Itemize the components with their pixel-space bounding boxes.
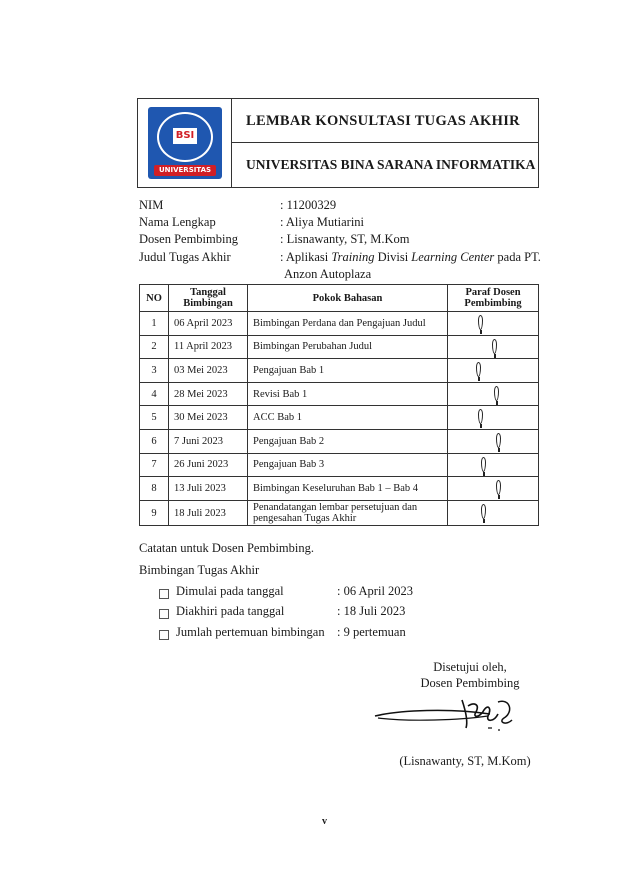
signature-mark [478, 409, 483, 424]
row-topic: Penandatangan lembar persetujuan dan pengesahan Tugas Akhir [248, 500, 448, 526]
header-no: NO [140, 285, 169, 312]
checkbox [159, 609, 169, 619]
row-number: 2 [140, 335, 169, 359]
page-number: v [322, 816, 327, 827]
document-title: LEMBAR KONSULTASI TUGAS AKHIR [231, 99, 538, 143]
nim-label: NIM [139, 198, 164, 212]
table-row [140, 312, 539, 336]
name-value: : Aliya Mutiarini [280, 215, 365, 229]
consultation-table [139, 284, 539, 526]
signature-cell [448, 429, 539, 453]
advisor-signature [370, 692, 530, 742]
row-topic: ACC Bab 1 [248, 406, 448, 430]
advisor-label: Dosen Pembimbing [139, 232, 238, 246]
end-date-label: Diakhiri pada tanggal [176, 604, 285, 618]
row-number: 1 [140, 312, 169, 336]
row-topic: Bimbingan Perdana dan Pengajuan Judul [248, 312, 448, 336]
row-topic: Pengajuan Bab 3 [248, 453, 448, 477]
signature-mark [481, 504, 486, 519]
approver-role: Dosen Pembimbing [420, 676, 520, 690]
signature-cell [448, 335, 539, 359]
row-number: 4 [140, 382, 169, 406]
logo-mark: BSI [173, 128, 197, 144]
table-row [140, 477, 539, 501]
row-date: 06 April 2023 [169, 312, 248, 336]
start-date-label: Dimulai pada tanggal [176, 584, 284, 598]
signature-cell [448, 406, 539, 430]
approver-name: (Lisnawanty, ST, M.Kom) [399, 754, 531, 768]
row-topic: Bimbingan Perubahan Judul [248, 335, 448, 359]
signature-cell [448, 359, 539, 383]
thesis-title-value: : Aplikasi Training Divisi Learning Center pada PT. [280, 250, 541, 264]
signature-mark [476, 362, 481, 377]
row-number: 8 [140, 477, 169, 501]
start-date-value: : 06 April 2023 [337, 584, 414, 598]
signature-cell [448, 453, 539, 477]
row-date: 26 Juni 2023 [169, 453, 248, 477]
table-row [140, 359, 539, 383]
table-row [140, 429, 539, 453]
university-logo [148, 107, 222, 179]
signature-mark [492, 339, 497, 354]
row-number: 5 [140, 406, 169, 430]
header-signature: Paraf Dosen Pembimbing [448, 285, 539, 312]
table-row [140, 453, 539, 477]
university-name: UNIVERSITAS BINA SARANA INFORMATIKA [246, 157, 536, 172]
table-row [140, 382, 539, 406]
row-topic: Revisi Bab 1 [248, 382, 448, 406]
signature-mark [496, 433, 501, 448]
row-date: 30 Mei 2023 [169, 406, 248, 430]
logo-badge: UNIVERSITAS [154, 165, 216, 176]
row-date: 13 Juli 2023 [169, 477, 248, 501]
signature-cell [448, 312, 539, 336]
signature-cell [448, 500, 539, 526]
advisor-value: : Lisnawanty, ST, M.Kom [280, 232, 410, 246]
meeting-count-value: : 9 pertemuan [337, 625, 406, 639]
row-date: 18 Juli 2023 [169, 500, 248, 526]
row-topic: Pengajuan Bab 2 [248, 429, 448, 453]
row-number: 7 [140, 453, 169, 477]
signature-mark [481, 457, 486, 472]
signature-mark [494, 386, 499, 401]
table-row [140, 335, 539, 359]
checkbox [159, 630, 169, 640]
table-row [140, 500, 539, 526]
table-row [140, 406, 539, 430]
name-label: Nama Lengkap [139, 215, 216, 229]
row-date: 7 Juni 2023 [169, 429, 248, 453]
signature-cell [448, 382, 539, 406]
guidance-section-title: Bimbingan Tugas Akhir [139, 563, 260, 577]
signature-mark [496, 480, 501, 495]
checkbox [159, 589, 169, 599]
row-topic: Bimbingan Keseluruhan Bab 1 – Bab 4 [248, 477, 448, 501]
row-date: 28 Mei 2023 [169, 382, 248, 406]
nim-value: : 11200329 [280, 198, 337, 212]
document-header [137, 98, 539, 188]
end-date-value: : 18 Juli 2023 [337, 604, 406, 618]
thesis-title-label: Judul Tugas Akhir [139, 250, 231, 264]
row-number: 3 [140, 359, 169, 383]
logo-cell [138, 99, 232, 187]
advisor-note-title: Catatan untuk Dosen Pembimbing. [139, 541, 314, 555]
table-header-row [140, 285, 539, 312]
meeting-count-label: Jumlah pertemuan bimbingan [176, 625, 325, 639]
approved-by: Disetujui oleh, [433, 660, 507, 674]
header-topic: Pokok Bahasan [248, 285, 448, 312]
signature-cell [448, 477, 539, 501]
row-number: 9 [140, 500, 169, 526]
row-topic: Pengajuan Bab 1 [248, 359, 448, 383]
row-date: 11 April 2023 [169, 335, 248, 359]
row-date: 03 Mei 2023 [169, 359, 248, 383]
row-number: 6 [140, 429, 169, 453]
thesis-title-value-line2: Anzon Autoplaza [284, 267, 372, 281]
header-date: Tanggal Bimbingan [169, 285, 248, 312]
signature-mark [478, 315, 483, 330]
